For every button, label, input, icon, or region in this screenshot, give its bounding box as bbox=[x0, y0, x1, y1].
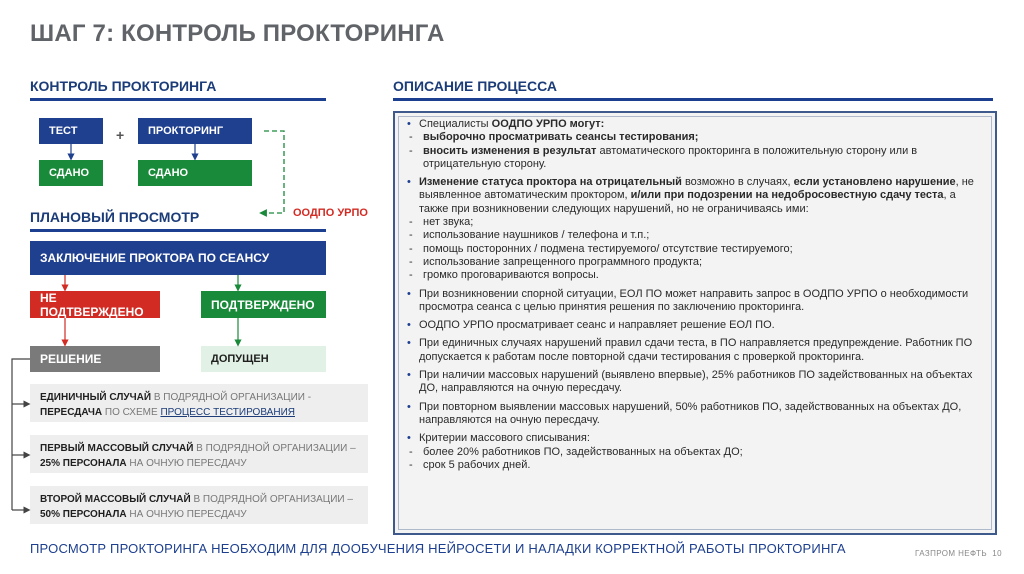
passed-box-2: СДАНО bbox=[138, 160, 252, 186]
test-box: ТЕСТ bbox=[39, 118, 103, 144]
left-heading-rule bbox=[30, 98, 326, 101]
paragraph-5: • При единичных случаях нарушений правил сдачи теста, в ПО направляется предупреждение. Работник ПО допускается к работам после повторной сдачи тестирования с проверкой прокторинга. bbox=[407, 337, 983, 364]
violation-item: - громко проговариваются вопросы. bbox=[407, 269, 983, 282]
violation-item: - использование наушников / телефона и т.п.; bbox=[407, 229, 983, 242]
second-mass-case-box bbox=[30, 486, 368, 524]
paragraph-4: • ООДПО УРПО просматривает сеанс и направляет решение ЕОЛ ПО. bbox=[407, 319, 983, 332]
case2-bold-1: ПЕРВЫЙ МАССОВЫЙ СЛУЧАЙ bbox=[40, 443, 194, 454]
first-mass-case-box bbox=[30, 435, 368, 473]
footer-note: ПРОСМОТР ПРОКТОРИНГА НЕОБХОДИМ ДЛЯ ДООБУЧЕНИЯ НЕЙРОСЕТИ И НАЛАДКИ КОРРЕКТНОЙ РАБОТЫ ПРОКТОРИНГА bbox=[30, 541, 846, 556]
case1-bold-2: ПЕРЕСДАЧА bbox=[40, 407, 103, 418]
single-case-box bbox=[30, 384, 368, 422]
page-number: 10 bbox=[992, 549, 1002, 558]
paragraph-6: • При наличии массовых нарушений (выявлено впервые), 25% работников ПО задействованных на объектах ДО, направляются на очную пересдачу. bbox=[407, 369, 983, 396]
case3-bold-2: 50% ПЕРСОНАЛА bbox=[40, 509, 127, 520]
page-title: ШАГ 7: КОНТРОЛЬ ПРОКТОРИНГА bbox=[30, 20, 445, 47]
case3-bold-1: ВТОРОЙ МАССОВЫЙ СЛУЧАЙ bbox=[40, 494, 191, 505]
planned-review-heading: ПЛАНОВЫЙ ПРОСМОТР bbox=[30, 209, 200, 225]
case2-text-1: В ПОДРЯДНОЙ ОРГАНИЗАЦИИ – bbox=[193, 443, 356, 454]
violation-item: - использование запрещенного программного продукта; bbox=[407, 256, 983, 269]
decision-box: РЕШЕНИЕ bbox=[30, 346, 160, 372]
case3-text-1: В ПОДРЯДНОЙ ОРГАНИЗАЦИИ – bbox=[190, 494, 353, 505]
right-heading-rule bbox=[393, 98, 993, 101]
case1-bold-1: ЕДИНИЧНЫЙ СЛУЧАЙ bbox=[40, 392, 152, 403]
case2-bold-2: 25% ПЕРСОНАЛА bbox=[40, 458, 127, 469]
left-heading: КОНТРОЛЬ ПРОКТОРИНГА bbox=[30, 78, 217, 94]
paragraph-3: • При возникновении спорной ситуации, ЕОЛ ПО может направить запрос в ООДПО УРПО о необходимости просмотра сеанса с целью принятия решения по заключению прокторинга. bbox=[407, 288, 983, 315]
plus-sign: + bbox=[116, 127, 125, 143]
passed-box-1: СДАНО bbox=[39, 160, 103, 186]
proctoring-box: ПРОКТОРИНГ bbox=[138, 118, 252, 144]
planned-review-rule bbox=[30, 229, 326, 232]
case1-text-2: ПО СХЕМЕ bbox=[102, 407, 161, 418]
not-confirmed-box: НЕ ПОДТВЕРЖДЕНО bbox=[30, 291, 160, 318]
oodpo-label: ООДПО УРПО bbox=[293, 207, 368, 219]
case2-text-2: НА ОЧНУЮ ПЕРЕСДАЧУ bbox=[126, 458, 247, 469]
right-heading: ОПИСАНИЕ ПРОЦЕССА bbox=[393, 78, 557, 94]
violation-item: - нет звука; bbox=[407, 216, 983, 229]
criteria-item: - срок 5 рабочих дней. bbox=[407, 459, 983, 472]
testing-process-link[interactable]: ПРОЦЕСС ТЕСТИРОВАНИЯ bbox=[160, 407, 295, 418]
paragraph-8: • Критерии массового списывания: - более 20% работников ПО, задействованных на объектах ДО; - срок 5 рабочих дней. bbox=[407, 432, 983, 472]
brand-footer bbox=[915, 549, 1002, 558]
confirmed-box: ПОДТВЕРЖДЕНО bbox=[201, 291, 326, 318]
case1-text-1: В ПОДРЯДНОЙ ОРГАНИЗАЦИИ - bbox=[151, 392, 312, 403]
paragraph-2: • Изменение статуса проктора на отрицательный возможно в случаях, если установлено нарушение, не выявленное автоматическим проктором, и/или при подозрении на недобросовестную сдачу теста, а также при возникновении следующих нарушений, но не ограничиваясь ими: - нет звука; - использование наушников / телефона и т.п.; - помощь посторонних / подмена тестируемого/ отсутствие тестируемого; - использование запрещенного программного продукта; - громко проговариваются вопросы. bbox=[407, 176, 983, 282]
criteria-item: - более 20% работников ПО, задействованных на объектах ДО; bbox=[407, 446, 983, 459]
admitted-box: ДОПУЩЕН bbox=[201, 346, 326, 372]
proctor-conclusion-box: ЗАКЛЮЧЕНИЕ ПРОКТОРА ПО СЕАНСУ bbox=[30, 241, 326, 275]
paragraph-7: • При повторном выявлении массовых нарушений, 50% работников ПО, задействованных на объектах ДО, направляются на очную пересдачу. bbox=[407, 401, 983, 428]
process-description-panel bbox=[393, 111, 997, 535]
violation-item: - помощь посторонних / подмена тестируемого/ отсутствие тестируемого; bbox=[407, 243, 983, 256]
paragraph-1: • Специалисты ООДПО УРПО могут: - выборочно просматривать сеансы тестирования; - вносить изменения в результат автоматического прокторинга в положительную сторону или в отрицательную сторону. bbox=[407, 118, 983, 171]
brand-name: ГАЗПРОМ НЕФТЬ bbox=[915, 549, 987, 558]
case3-text-2: НА ОЧНУЮ ПЕРЕСДАЧУ bbox=[126, 509, 247, 520]
